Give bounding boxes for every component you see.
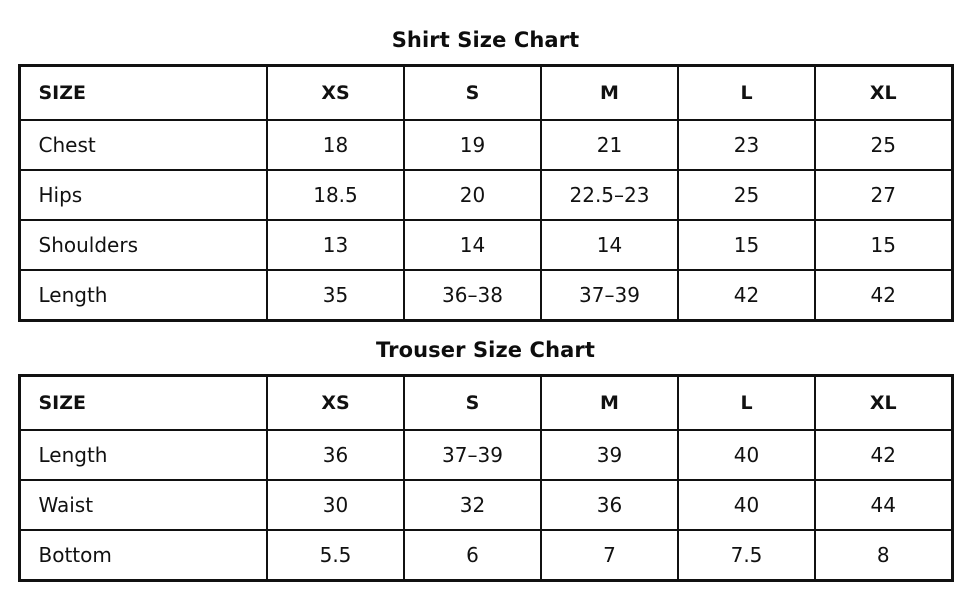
trouser-table-head (19, 376, 952, 431)
cell-bottom-l: 7.5 (678, 530, 815, 581)
cell-hips-s: 20 (404, 170, 541, 220)
cell-chest-s: 19 (404, 120, 541, 170)
cell-bottom-xs: 5.5 (267, 530, 404, 581)
table-row (19, 430, 952, 480)
column-header-xs: XS (267, 66, 404, 121)
cell-waist-xl: 44 (815, 480, 952, 530)
column-header-size: SIZE (19, 66, 267, 121)
shirt-table-head (19, 66, 952, 121)
row-label-hips: Hips (19, 170, 267, 220)
shirt-table-body (19, 120, 952, 321)
cell-length-l: 42 (678, 270, 815, 321)
table-row (19, 530, 952, 581)
cell-length-xl: 42 (815, 270, 952, 321)
column-header-l: L (678, 376, 815, 431)
trouser-table-wrapper (18, 374, 953, 582)
table-header-row (19, 66, 952, 121)
cell-bottom-m: 7 (541, 530, 678, 581)
column-header-size: SIZE (19, 376, 267, 431)
shirt-size-chart-title: Shirt Size Chart (391, 28, 580, 52)
cell-hips-l: 25 (678, 170, 815, 220)
trouser-size-chart-title: Trouser Size Chart (376, 338, 595, 362)
trouser-size-table (18, 374, 954, 582)
column-header-s: S (404, 66, 541, 121)
row-label-bottom: Bottom (19, 530, 267, 581)
cell-chest-m: 21 (541, 120, 678, 170)
column-header-xl: XL (815, 66, 952, 121)
shirt-table-wrapper (18, 64, 953, 322)
column-header-l: L (678, 66, 815, 121)
table-row (19, 220, 952, 270)
table-header-row (19, 376, 952, 431)
cell-bottom-xl: 8 (815, 530, 952, 581)
cell-waist-s: 32 (404, 480, 541, 530)
trouser-table-body (19, 430, 952, 581)
table-row (19, 480, 952, 530)
cell-length-xs: 35 (267, 270, 404, 321)
row-label-length: Length (19, 430, 267, 480)
cell-waist-l: 40 (678, 480, 815, 530)
cell-length-xs: 36 (267, 430, 404, 480)
column-header-s: S (404, 376, 541, 431)
cell-length-s: 37–39 (404, 430, 541, 480)
cell-waist-xs: 30 (267, 480, 404, 530)
cell-hips-xl: 27 (815, 170, 952, 220)
row-label-length: Length (19, 270, 267, 321)
cell-chest-xs: 18 (267, 120, 404, 170)
cell-shoulders-l: 15 (678, 220, 815, 270)
cell-length-m: 39 (541, 430, 678, 480)
column-header-m: M (541, 66, 678, 121)
cell-shoulders-xs: 13 (267, 220, 404, 270)
cell-length-l: 40 (678, 430, 815, 480)
row-label-shoulders: Shoulders (19, 220, 267, 270)
cell-length-s: 36–38 (404, 270, 541, 321)
cell-hips-xs: 18.5 (267, 170, 404, 220)
cell-chest-l: 23 (678, 120, 815, 170)
cell-chest-xl: 25 (815, 120, 952, 170)
column-header-xl: XL (815, 376, 952, 431)
table-row (19, 120, 952, 170)
column-header-xs: XS (267, 376, 404, 431)
table-row (19, 170, 952, 220)
cell-shoulders-m: 14 (541, 220, 678, 270)
row-label-waist: Waist (19, 480, 267, 530)
shirt-size-table (18, 64, 954, 322)
cell-bottom-s: 6 (404, 530, 541, 581)
cell-shoulders-xl: 15 (815, 220, 952, 270)
cell-length-xl: 42 (815, 430, 952, 480)
cell-hips-m: 22.5–23 (541, 170, 678, 220)
table-row (19, 270, 952, 321)
cell-waist-m: 36 (541, 480, 678, 530)
column-header-m: M (541, 376, 678, 431)
cell-shoulders-s: 14 (404, 220, 541, 270)
cell-length-m: 37–39 (541, 270, 678, 321)
row-label-chest: Chest (19, 120, 267, 170)
